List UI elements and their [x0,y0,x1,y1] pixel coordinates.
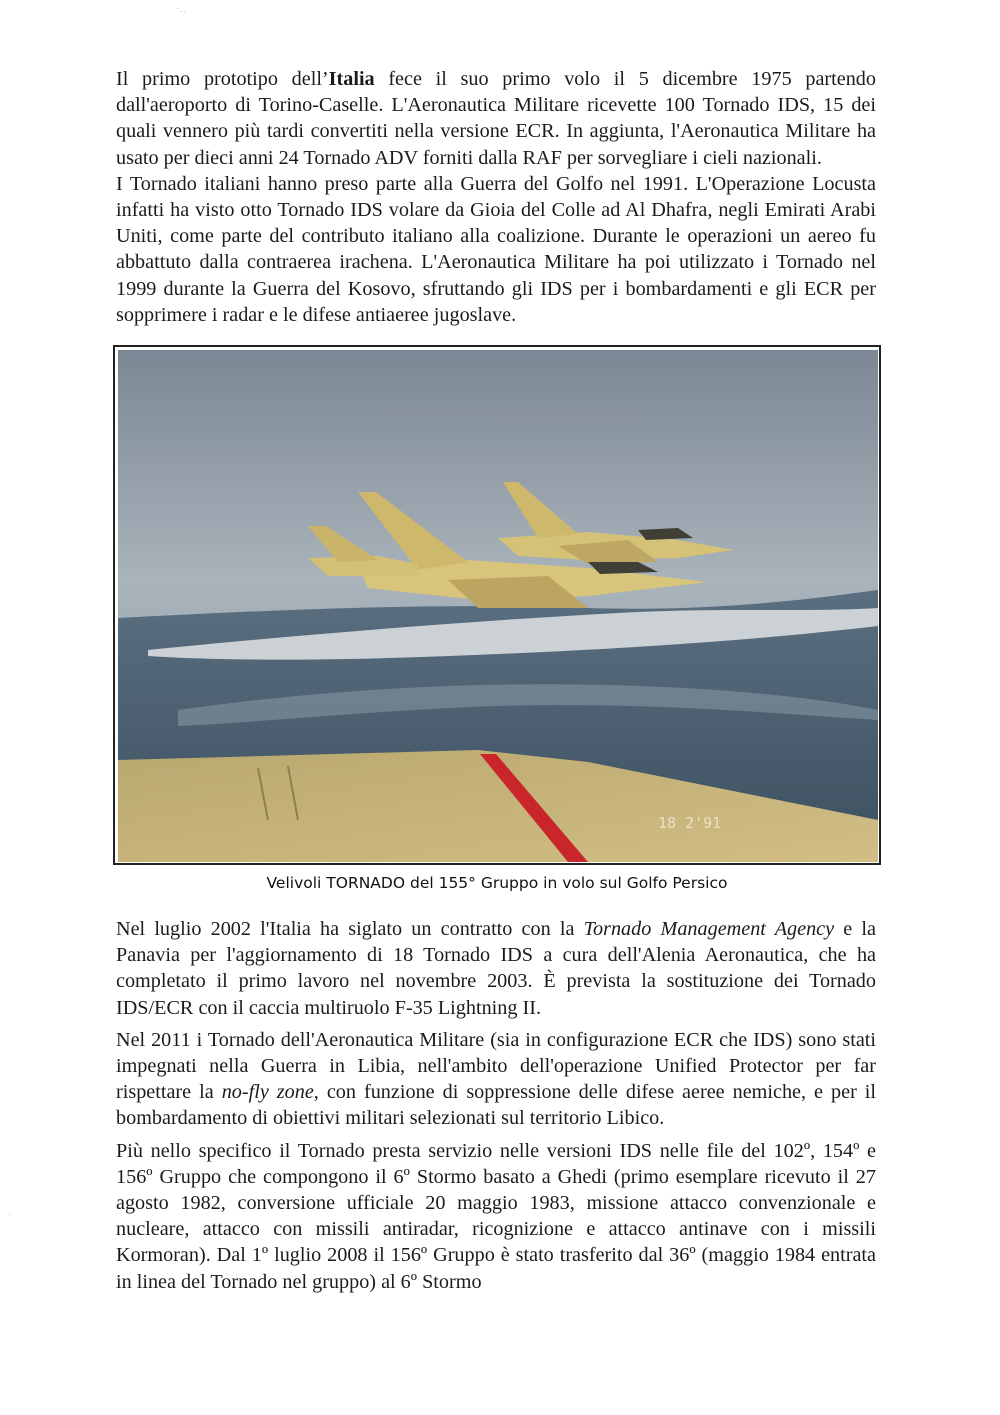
paragraph-gulf-war [116,171,876,328]
scan-speck: · [8,1210,12,1221]
tornado-photo [113,345,881,865]
paragraph-upgrade-contract [116,916,876,1021]
scan-speck: ·‥ [176,4,186,15]
photo-caption: Velivoli TORNADO del 155° Gruppo in volo sul Golfo Persico [266,874,728,892]
text-segment: Il primo prototipo dell’ [116,68,329,90]
text-segment: e la Panavia per l'aggiornamento di 18 Tornado IDS a cura dell'Alenia Aeronautica, che ha completato il primo lavoro nel novembre 2003. È prevista la sostituzione dei Tornado IDS/ECR con il caccia multiruolo F-35 Lightning II. [116,918,876,1019]
paragraph-first-prototype [116,66,876,171]
text-segment: fece il suo primo volo il 5 dicembre 1975 partendo dall'aeroporto di Torino-Caselle. L'Aeronautica Militare ricevette 100 Tornado IDS, 15 dei quali vennero più tardi convertiti nella versione ECR. In aggiunta, l'Aeronautica Militare ha usato per dieci anni 24 Tornado ADV forniti dalla RAF per sorvegliare i cieli nazionali. [116,68,876,169]
italic-agency-name: Tornado Management Agency [583,918,835,940]
text-segment: I Tornado italiani hanno preso parte alla Guerra del Golfo nel 1991. L'Operazione Locusta infatti ha visto otto Tornado IDS volare da Gioia del Colle ad Al Dhafra, negli Emirati Arabi Uniti, come parte del contributo italiano alla coalizione. Durante le operazioni un aereo fu abbattuto dalla contraerea irachena. L'Aeronautica Militare ha poi utilizzato i Tornado nel 1999 durante la Guerra del Kosovo, sfruttando gli IDS per i bombardamenti e gli ECR per sopprimere i radar e le difese antiaeree jugoslave. [116,172,876,326]
text-segment: Nel 2011 i Tornado dell'Aeronautica Militare (sia in configurazione ECR che IDS) sono stati impegnati nella Guerra in Libia, nell'ambito dell'operazione Unified Protector per far rispettare la [116,1028,876,1104]
text-segment: Nel luglio 2002 l'Italia ha siglato un contratto con la [116,918,584,940]
italic-no-fly-zone: no-fly zone [221,1081,314,1104]
body-text [116,916,876,1295]
bold-italia: Italia [328,68,375,90]
photo-date-stamp: 18 2'91 [658,814,722,832]
text-segment: Più nello specifico il Tornado presta servizio nelle versioni IDS nelle file del 102º, 154º e 156º Gruppo che compongono il 6º Stormo basato a Ghedi (primo esemplare ricevuto il 27 agosto 1982, conversione ufficiale 20 maggio 1983, missione attacco convenzionale e nucleare, attacco con missili antiradar, ricognizione e attacco antinave con i missili Kormoran). Dal 1º luglio 2008 il 156º Gruppo è stato trasferito dal 36º (maggio 1984 entrata in linea del Tornado nel gruppo) al 6º Stormo [116,1139,876,1293]
paragraph-ghedi-stormo [116,1138,876,1295]
tornado-jets-illustration [118,350,878,862]
paragraph-libya [116,1027,876,1132]
intro-text [116,66,876,328]
text-segment: , con funzione di soppressione delle difese aeree nemiche, e per il bombardamento di obiettivi militari selezionati sul territorio Libico. [116,1081,877,1130]
